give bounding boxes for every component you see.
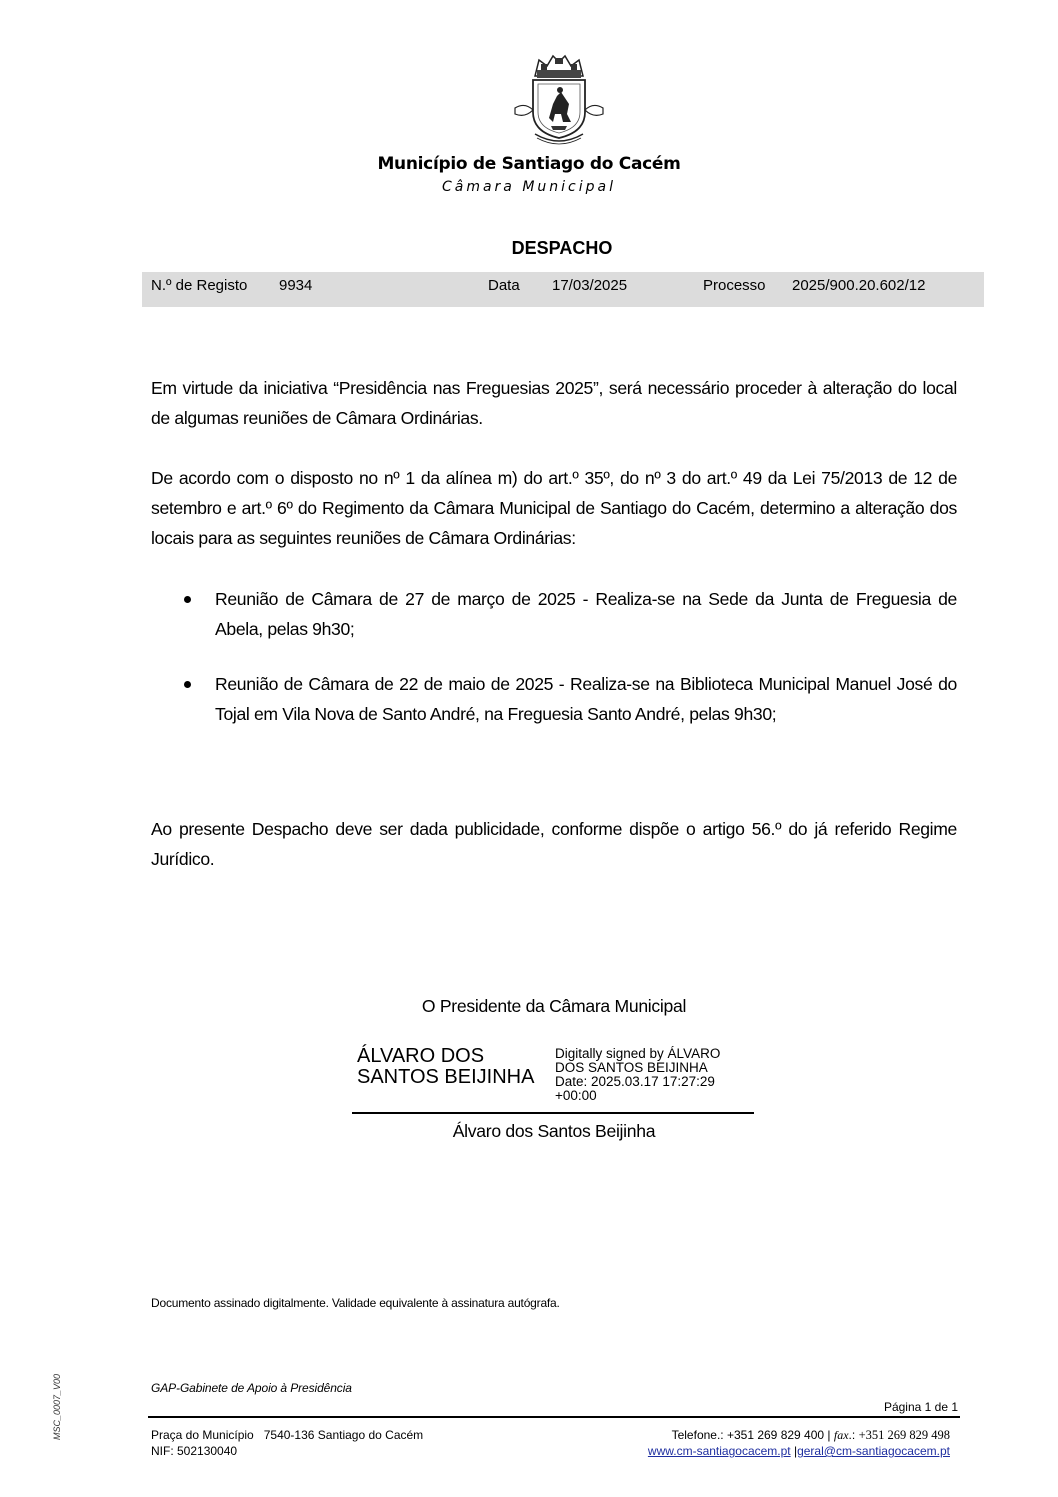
phone-label: Telefone.:: [671, 1428, 727, 1442]
list-item: [151, 584, 957, 644]
separator: |: [790, 1444, 798, 1458]
signature-details: [555, 1047, 720, 1103]
page-number: Página 1 de 1: [883, 1400, 958, 1414]
digital-signature-note: Documento assinado digitalmente. Validade equivalente à assinatura autógrafa.: [151, 1296, 560, 1310]
meeting-item-text: Reunião de Câmara de 22 de maio de 2025 - Realiza-se na Biblioteca Municipal Manuel José do Tojal em Vila Nova de Santo André, na Freguesia Santo André, pelas 9h30;: [215, 674, 957, 724]
municipality-name: Município de Santiago do Cacém: [377, 154, 681, 174]
signer-name-line2: SANTOS BEIJINHA: [357, 1066, 535, 1088]
list-item: [151, 669, 957, 729]
registry-bar: [142, 272, 984, 307]
registry-number: 9934: [279, 277, 313, 294]
municipality-subtitle: Câmara Municipal: [441, 179, 616, 195]
department-name: GAP-Gabinete de Apoio à Presidência: [151, 1381, 352, 1395]
form-code: MSC_0007_V00: [52, 1373, 62, 1440]
signer-printed-name: Álvaro dos Santos Beijinha: [452, 1121, 656, 1141]
address: Praça do Município 7540-136 Santiago do Cacém: [151, 1428, 424, 1442]
fax-number: +351 269 829 498: [858, 1428, 950, 1442]
bullet-icon: [184, 596, 191, 603]
meeting-list: [151, 584, 957, 644]
date-value: 17/03/2025: [552, 277, 628, 294]
signer-role: O Presidente da Câmara Municipal: [421, 996, 687, 1016]
paragraph-legal-basis: De acordo com o disposto no nº 1 da alínea m) do art.º 35º, do nº 3 do art.º 49 da Lei 75/2013 de 12 de setembro e art.º 6º do Regimento da Câmara Municipal de Santiago do Cacém, determino a alteração dos locais para as seguintes reuniões de Câmara Ordinárias:: [151, 468, 957, 548]
signature-rule: [352, 1112, 754, 1114]
fax-label-suffix: .:: [848, 1428, 859, 1442]
meeting-list-2: [151, 669, 957, 729]
process-value: 2025/900.20.602/12: [792, 277, 926, 294]
email-link[interactable]: geral@cm-santiagocacem.pt: [797, 1444, 950, 1458]
municipal-coat-of-arms-icon: [505, 52, 613, 148]
contact-links: [648, 1444, 950, 1458]
signer-name-large: [357, 1046, 534, 1088]
phone-number: +351 269 829 400: [726, 1428, 825, 1442]
footer-divider: [148, 1416, 960, 1418]
meeting-item-text: Reunião de Câmara de 27 de março de 2025 - Realiza-se na Sede da Junta de Freguesia de Abela, pelas 9h30;: [215, 589, 957, 639]
website-link[interactable]: www.cm-santiagocacem.pt: [647, 1444, 791, 1458]
paragraph-closing: Ao presente Despacho deve ser dada publicidade, conforme dispõe o artigo 56.º do já referido Regime Jurídico.: [151, 819, 957, 869]
bullet-icon: [184, 681, 191, 688]
signature-date-line: Date: 2025.03.17 17:27:29: [555, 1074, 715, 1089]
fax-label: fax: [833, 1428, 849, 1442]
document-type-heading: DESPACHO: [511, 238, 613, 258]
digital-signature-block[interactable]: [352, 1044, 754, 1114]
paragraph-intro: Em virtude da iniciativa “Presidência nas Freguesias 2025”, será necessário proceder à alteração do local de algumas reuniões de Câmara Ordinárias.: [151, 378, 957, 428]
signature-timezone-line: +00:00: [555, 1088, 597, 1103]
signature-detail-line: Digitally signed by ÁLVARO: [555, 1046, 721, 1061]
date-label: Data: [488, 277, 520, 294]
contact-phones: [672, 1428, 950, 1443]
separator: |: [824, 1428, 834, 1442]
tax-id: NIF: 502130040: [151, 1444, 238, 1458]
signature-detail-line: DOS SANTOS BEIJINHA: [555, 1060, 708, 1075]
process-label: Processo: [703, 277, 766, 294]
signer-name-line1: ÁLVARO DOS: [357, 1045, 485, 1067]
registry-label: N.º de Registo: [151, 277, 248, 294]
